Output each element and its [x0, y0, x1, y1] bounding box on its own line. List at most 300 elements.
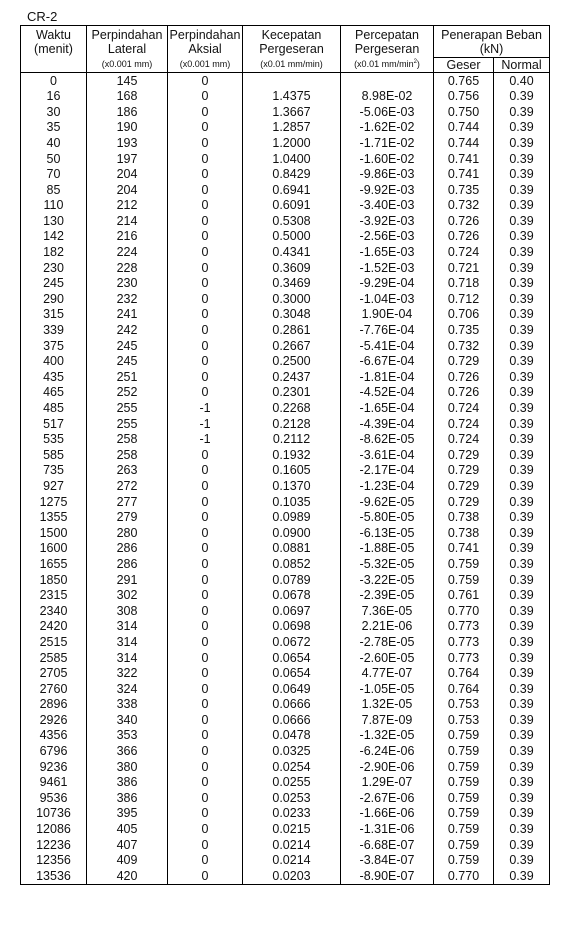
table-cell: 0.729 [434, 478, 494, 494]
table-cell: 0.706 [434, 307, 494, 323]
table-cell: 2340 [21, 603, 87, 619]
table-cell: 339 [21, 323, 87, 339]
table-cell: 0.0881 [243, 541, 341, 557]
table-cell: 0.741 [434, 151, 494, 167]
table-cell: 0.726 [434, 229, 494, 245]
table-cell: 0.765 [434, 73, 494, 89]
table-cell: 190 [87, 120, 168, 136]
table-cell: 0.759 [434, 837, 494, 853]
header-waktu: Waktu [21, 26, 87, 42]
table-cell: 0.0214 [243, 853, 341, 869]
table-cell: -9.92E-03 [341, 182, 434, 198]
table-cell: 0 [168, 463, 243, 479]
table-cell: 0 [168, 681, 243, 697]
table-cell: 0.729 [434, 447, 494, 463]
table-cell: 0.39 [494, 853, 550, 869]
table-cell: -6.68E-07 [341, 837, 434, 853]
table-cell [243, 73, 341, 89]
table-row [21, 525, 550, 541]
table-row [21, 89, 550, 105]
table-cell: 0.39 [494, 245, 550, 261]
table-cell: 0.0666 [243, 712, 341, 728]
table-cell: 0.39 [494, 634, 550, 650]
table-cell: 85 [21, 182, 87, 198]
table-cell: 0 [168, 213, 243, 229]
table-cell: 0 [168, 260, 243, 276]
table-cell: -7.76E-04 [341, 323, 434, 339]
table-cell: 245 [87, 338, 168, 354]
table-row [21, 291, 550, 307]
table-cell: 0 [168, 697, 243, 713]
table-cell: 407 [87, 837, 168, 853]
table-row [21, 104, 550, 120]
table-cell: 338 [87, 697, 168, 713]
table-cell: 1850 [21, 572, 87, 588]
table-row [21, 572, 550, 588]
table-row [21, 853, 550, 869]
table-cell: 0 [21, 73, 87, 89]
table-cell: -5.06E-03 [341, 104, 434, 120]
table-cell: 0.5000 [243, 229, 341, 245]
header-penerapan-beban: Penerapan Beban [434, 26, 550, 42]
table-cell: 0.1932 [243, 447, 341, 463]
table-cell: 0.39 [494, 354, 550, 370]
table-cell: 0.40 [494, 73, 550, 89]
table-cell: 0.2500 [243, 354, 341, 370]
table-cell: 110 [21, 198, 87, 214]
table-cell: -2.67E-06 [341, 790, 434, 806]
table-row [21, 369, 550, 385]
table-cell: 0.2268 [243, 400, 341, 416]
table-cell: 232 [87, 291, 168, 307]
table-row [21, 822, 550, 838]
table-cell: -2.39E-05 [341, 588, 434, 604]
table-cell: 0 [168, 634, 243, 650]
table-cell: -3.40E-03 [341, 198, 434, 214]
table-cell: 0.759 [434, 572, 494, 588]
table-cell: 0 [168, 369, 243, 385]
table-cell: 204 [87, 167, 168, 183]
table-cell: 0.2861 [243, 323, 341, 339]
table-cell: 308 [87, 603, 168, 619]
table-cell: -1.60E-02 [341, 151, 434, 167]
table-cell: 735 [21, 463, 87, 479]
table-cell: 0.39 [494, 666, 550, 682]
table-cell: 0.39 [494, 369, 550, 385]
table-cell: 0.0215 [243, 822, 341, 838]
table-cell: 0 [168, 853, 243, 869]
table-row [21, 432, 550, 448]
table-cell: 400 [21, 354, 87, 370]
table-cell: 2315 [21, 588, 87, 604]
table-cell: 0.759 [434, 759, 494, 775]
header-pergeseran-2: Pergeseran [341, 41, 434, 58]
table-cell: -3.22E-05 [341, 572, 434, 588]
table-cell: 0.744 [434, 135, 494, 151]
table-cell: 0 [168, 775, 243, 791]
table-cell: 0.764 [434, 681, 494, 697]
table-cell: 0.39 [494, 478, 550, 494]
table-row [21, 510, 550, 526]
table-cell: 0.0649 [243, 681, 341, 697]
table-cell: 0 [168, 868, 243, 884]
table-cell: 0.39 [494, 291, 550, 307]
table-cell: 291 [87, 572, 168, 588]
table-cell: 0.0672 [243, 634, 341, 650]
table-cell: 0.0698 [243, 619, 341, 635]
table-cell: 0.759 [434, 728, 494, 744]
table-cell: 0.39 [494, 260, 550, 276]
table-row [21, 463, 550, 479]
table-cell: 0.39 [494, 868, 550, 884]
table-cell: 0.724 [434, 400, 494, 416]
table-cell: -3.92E-03 [341, 213, 434, 229]
table-cell: 1.0400 [243, 151, 341, 167]
table-cell: 1600 [21, 541, 87, 557]
table-cell: 0 [168, 588, 243, 604]
table-cell: 0.39 [494, 213, 550, 229]
table-cell: 302 [87, 588, 168, 604]
table-cell: 258 [87, 432, 168, 448]
table-cell: 230 [87, 276, 168, 292]
table-cell: -1.66E-06 [341, 806, 434, 822]
table-cell: 0.744 [434, 120, 494, 136]
table-row [21, 666, 550, 682]
header-geser: Geser [434, 58, 494, 73]
table-row [21, 837, 550, 853]
table-cell: 405 [87, 822, 168, 838]
header-perpindahan-aksial: Perpindahan [168, 26, 243, 42]
table-row [21, 167, 550, 183]
table-cell: 182 [21, 245, 87, 261]
table-cell: 0.759 [434, 744, 494, 760]
table-cell: 245 [87, 354, 168, 370]
table-cell: 0.39 [494, 416, 550, 432]
table-cell: 0.39 [494, 759, 550, 775]
table-cell: 0.753 [434, 712, 494, 728]
table-row [21, 354, 550, 370]
table-cell: 0 [168, 104, 243, 120]
table-cell: 2585 [21, 650, 87, 666]
table-cell: 0.39 [494, 712, 550, 728]
table-cell: -9.29E-04 [341, 276, 434, 292]
table-cell: 1.4375 [243, 89, 341, 105]
table-cell: 0.39 [494, 603, 550, 619]
table-cell: 197 [87, 151, 168, 167]
table-cell: 435 [21, 369, 87, 385]
table-cell: 0 [168, 666, 243, 682]
table-row [21, 588, 550, 604]
table-cell: 30 [21, 104, 87, 120]
table-row [21, 182, 550, 198]
table-row [21, 245, 550, 261]
table-cell: -1.65E-04 [341, 400, 434, 416]
header-waktu-unit: (menit) [21, 41, 87, 58]
table-cell: 0.738 [434, 525, 494, 541]
table-cell: 0.3469 [243, 276, 341, 292]
table-cell: 242 [87, 323, 168, 339]
table-cell: 0.726 [434, 213, 494, 229]
table-cell: 1.3667 [243, 104, 341, 120]
table-cell: 12356 [21, 853, 87, 869]
table-cell: -1 [168, 400, 243, 416]
table-cell: 0.39 [494, 494, 550, 510]
table-row [21, 276, 550, 292]
table-cell: 0.773 [434, 634, 494, 650]
table-cell: 0.0989 [243, 510, 341, 526]
table-cell: 186 [87, 104, 168, 120]
table-cell: 9536 [21, 790, 87, 806]
table-cell: 0.39 [494, 588, 550, 604]
table-cell: -2.90E-06 [341, 759, 434, 775]
table-cell: 168 [87, 89, 168, 105]
table-cell: 0.39 [494, 151, 550, 167]
header-kecepatan: Kecepatan [243, 26, 341, 42]
table-cell: 0 [168, 541, 243, 557]
table-cell: 7.87E-09 [341, 712, 434, 728]
table-cell: 224 [87, 245, 168, 261]
table-row [21, 478, 550, 494]
table-cell: 0.712 [434, 291, 494, 307]
table-cell: 0 [168, 525, 243, 541]
table-cell: 251 [87, 369, 168, 385]
table-row [21, 73, 550, 89]
table-cell: 0 [168, 447, 243, 463]
table-cell: 0 [168, 619, 243, 635]
table-cell: 0.738 [434, 510, 494, 526]
table-cell: 0 [168, 89, 243, 105]
table-cell: -2.56E-03 [341, 229, 434, 245]
table-cell: 0 [168, 744, 243, 760]
table-cell: 1355 [21, 510, 87, 526]
table-cell: 0 [168, 603, 243, 619]
table-cell: 1.90E-04 [341, 307, 434, 323]
table-cell: 258 [87, 447, 168, 463]
table-cell: -1.71E-02 [341, 135, 434, 151]
table-cell: -5.32E-05 [341, 556, 434, 572]
table-cell: 280 [87, 525, 168, 541]
table-cell: -6.13E-05 [341, 525, 434, 541]
table-row [21, 307, 550, 323]
table-cell: 0 [168, 806, 243, 822]
data-table [20, 25, 550, 885]
table-cell: 0.39 [494, 650, 550, 666]
header-perpindahan-lateral: Perpindahan [87, 26, 168, 42]
table-cell: 0.39 [494, 182, 550, 198]
table-cell: -1 [168, 432, 243, 448]
table-cell: 0.39 [494, 822, 550, 838]
table-cell: 0.4341 [243, 245, 341, 261]
table-cell: 193 [87, 135, 168, 151]
table-row [21, 416, 550, 432]
table-cell: 1.2857 [243, 120, 341, 136]
table-cell: 0.735 [434, 323, 494, 339]
header-normal: Normal [494, 58, 550, 73]
table-cell: -1.81E-04 [341, 369, 434, 385]
table-cell: -6.67E-04 [341, 354, 434, 370]
table-cell: 50 [21, 151, 87, 167]
table-cell: 2420 [21, 619, 87, 635]
table-cell: 0 [168, 151, 243, 167]
header-pergeseran-1: Pergeseran [243, 41, 341, 58]
table-cell: 255 [87, 400, 168, 416]
table-cell: 0 [168, 478, 243, 494]
table-cell: 0.0666 [243, 697, 341, 713]
table-cell: -1.04E-03 [341, 291, 434, 307]
table-row [21, 323, 550, 339]
table-cell: 7.36E-05 [341, 603, 434, 619]
table-cell: 0.0214 [243, 837, 341, 853]
table-cell: 0.39 [494, 463, 550, 479]
table-cell: 340 [87, 712, 168, 728]
table-cell: 0.39 [494, 728, 550, 744]
table-cell: 70 [21, 167, 87, 183]
table-cell: 0.39 [494, 276, 550, 292]
table-cell: 0.39 [494, 541, 550, 557]
table-cell: 263 [87, 463, 168, 479]
table-cell: 2.21E-06 [341, 619, 434, 635]
table-cell: 0.0900 [243, 525, 341, 541]
table-cell: 0.2301 [243, 385, 341, 401]
table-cell: 0.39 [494, 681, 550, 697]
table-cell: 0 [168, 494, 243, 510]
table-cell: 0 [168, 338, 243, 354]
table-cell: 0.39 [494, 120, 550, 136]
unit-lateral: (x0.001 mm) [87, 58, 168, 73]
header-aksial: Aksial [168, 41, 243, 58]
table-cell: 0 [168, 385, 243, 401]
table-cell: 485 [21, 400, 87, 416]
table-cell: 314 [87, 619, 168, 635]
table-cell: 0.8429 [243, 167, 341, 183]
table-cell: 230 [21, 260, 87, 276]
table-cell: 0 [168, 650, 243, 666]
table-cell: 0 [168, 354, 243, 370]
table-cell: 0.39 [494, 837, 550, 853]
table-cell: -1.88E-05 [341, 541, 434, 557]
table-cell: -1.23E-04 [341, 478, 434, 494]
table-row [21, 260, 550, 276]
table-cell: -1.52E-03 [341, 260, 434, 276]
table-cell: -1.32E-05 [341, 728, 434, 744]
table-cell: 0.750 [434, 104, 494, 120]
table-cell: 212 [87, 198, 168, 214]
table-cell: 0 [168, 307, 243, 323]
table-cell: 16 [21, 89, 87, 105]
table-cell: 216 [87, 229, 168, 245]
table-cell: 12236 [21, 837, 87, 853]
table-cell: -6.24E-06 [341, 744, 434, 760]
table-cell: -1.31E-06 [341, 822, 434, 838]
table-cell: 314 [87, 650, 168, 666]
table-row [21, 494, 550, 510]
table-row [21, 400, 550, 416]
table-cell: 0 [168, 120, 243, 136]
table-cell: 0 [168, 182, 243, 198]
table-cell: 0 [168, 712, 243, 728]
table-cell: 12086 [21, 822, 87, 838]
table-cell: 0 [168, 245, 243, 261]
table-cell: 0.759 [434, 775, 494, 791]
table-cell: 0.39 [494, 400, 550, 416]
table-cell: 517 [21, 416, 87, 432]
table-cell: 0.761 [434, 588, 494, 604]
sheet-label: CR-2 [27, 9, 58, 24]
table-cell: 0 [168, 822, 243, 838]
table-cell: 375 [21, 338, 87, 354]
table-cell: 0.3609 [243, 260, 341, 276]
table-cell: 0.39 [494, 198, 550, 214]
table-cell: 0.39 [494, 744, 550, 760]
table-cell: 0 [168, 198, 243, 214]
table-cell: 0.1605 [243, 463, 341, 479]
table-cell: 1655 [21, 556, 87, 572]
table-row [21, 385, 550, 401]
table-cell: 0.39 [494, 323, 550, 339]
table-cell: 0 [168, 229, 243, 245]
table-row [21, 712, 550, 728]
table-cell: 0.718 [434, 276, 494, 292]
table-cell: 366 [87, 744, 168, 760]
table-row [21, 151, 550, 167]
table-cell: 0.0654 [243, 666, 341, 682]
table-row [21, 634, 550, 650]
table-cell: 0.0254 [243, 759, 341, 775]
table-cell: 40 [21, 135, 87, 151]
table-cell: 322 [87, 666, 168, 682]
table-cell: 13536 [21, 868, 87, 884]
table-cell: 0.39 [494, 806, 550, 822]
table-cell: 6796 [21, 744, 87, 760]
table-cell: 0.756 [434, 89, 494, 105]
table-cell: 0.2128 [243, 416, 341, 432]
table-cell: -8.90E-07 [341, 868, 434, 884]
table-cell: 0.0255 [243, 775, 341, 791]
table-row [21, 120, 550, 136]
table-cell: -9.86E-03 [341, 167, 434, 183]
table-cell: 0.0852 [243, 556, 341, 572]
table-cell: 0 [168, 510, 243, 526]
table-row [21, 650, 550, 666]
table-row [21, 868, 550, 884]
table-row [21, 744, 550, 760]
table-row [21, 213, 550, 229]
table-cell: 927 [21, 478, 87, 494]
table-cell: 2705 [21, 666, 87, 682]
table-cell: 0 [168, 135, 243, 151]
table-cell: 0.724 [434, 245, 494, 261]
table-cell: 1.2000 [243, 135, 341, 151]
table-row [21, 728, 550, 744]
table-cell: -4.39E-04 [341, 416, 434, 432]
table-cell: 0.39 [494, 104, 550, 120]
table-cell: 0.5308 [243, 213, 341, 229]
table-cell: -4.52E-04 [341, 385, 434, 401]
table-cell: 314 [87, 634, 168, 650]
table-cell: 2896 [21, 697, 87, 713]
table-cell: 0.39 [494, 556, 550, 572]
table-row [21, 556, 550, 572]
table-cell: 9461 [21, 775, 87, 791]
table-row [21, 806, 550, 822]
table-cell [341, 73, 434, 89]
table-cell: -5.80E-05 [341, 510, 434, 526]
table-cell: 0.39 [494, 619, 550, 635]
table-cell: -1 [168, 416, 243, 432]
table-cell: 0.741 [434, 167, 494, 183]
table-cell: 0 [168, 276, 243, 292]
table-cell: 0.753 [434, 697, 494, 713]
